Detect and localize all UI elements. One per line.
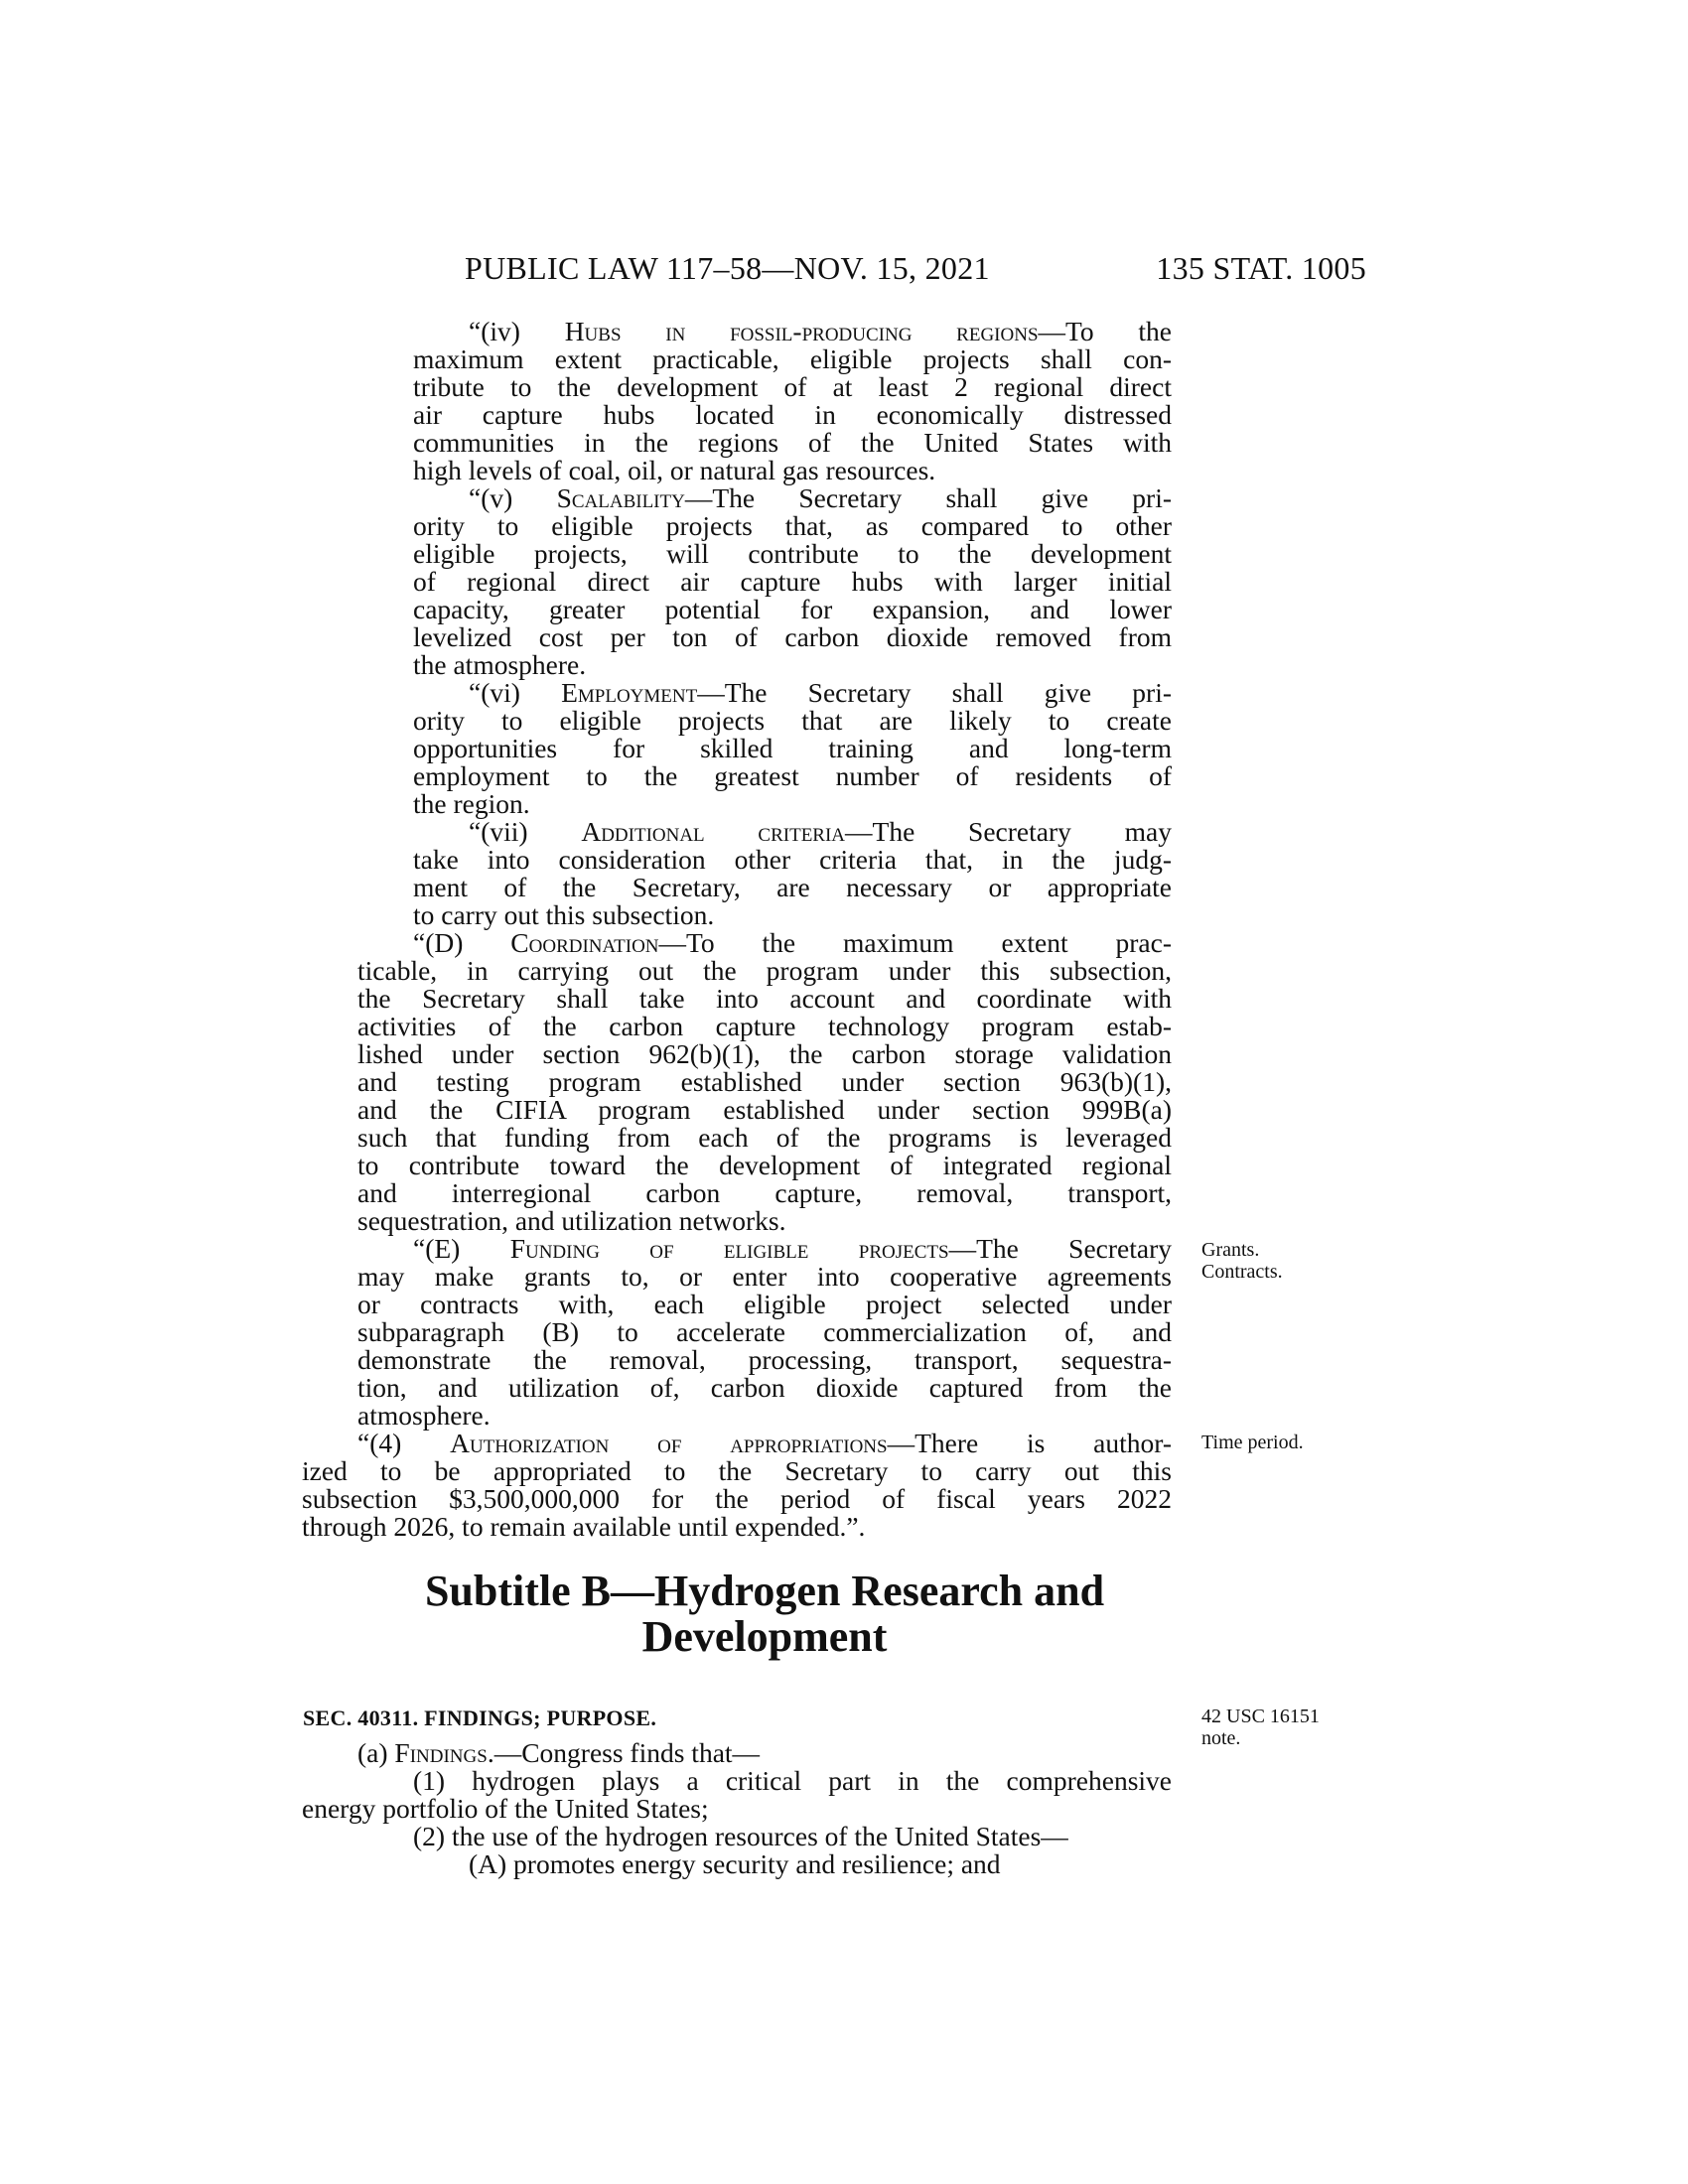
- finding-1: (1) hydrogen plays a critical part in the comprehensive energy portfolio of the United States;: [302, 1765, 1172, 1824]
- margin-note-time-period: Time period.: [1201, 1432, 1304, 1453]
- page-header: [465, 250, 1366, 290]
- subtitle-heading: Subtitle B—Hydrogen Research and Development: [424, 1567, 1105, 1661]
- paragraph-title: Authorization of appropriations: [450, 1428, 888, 1458]
- section-heading: SEC. 40311. FINDINGS; PURPOSE.: [303, 1706, 657, 1730]
- subparagraph-title: Coordination: [510, 927, 659, 958]
- paragraph-4: “(4) Authorization of appropriations—There is author- ized to be appropriated to the Secretary to carry out this subsection $3,500,000,000 for the period of fiscal years 2022 through 2026, to remain available until expended.”.: [302, 1428, 1173, 1542]
- clause-title: Scalability: [556, 482, 685, 513]
- subparagraph-d: “(D) Coordination—To the maximum extent prac- ticable, in carrying out the program under this subsection, the Secretary shall take into account and coordinate with activities of the carbon capture technology program estab- lished under section 962(b)(1), the carbon storage validation and testing program established under section 963(b)(1), and the CIFIA program established under section 999B(a) such that funding from each of the programs is leveraged to contribute toward the development of integrated regional and interregional carbon capture, removal, transport, sequestration, and utilization networks.: [357, 927, 1173, 1236]
- finding-2-a: (A) promotes energy security and resilience; and: [469, 1848, 1001, 1879]
- subparagraph-title: Funding of eligible projects: [509, 1233, 949, 1264]
- clause-title: Employment: [561, 677, 698, 708]
- clause-vii: “(vii) Additional criteria—The Secretary may take into consideration other criteria that, in the judg- ment of the Secretary, are necessary or appropriate to carry out this subsection.: [413, 816, 1172, 930]
- margin-note-grants: Grants. Contracts.: [1201, 1239, 1283, 1283]
- subsection-a: (a) Findings.—Congress finds that—: [357, 1737, 761, 1768]
- main-text: [302, 316, 1173, 1542]
- clause-vi: “(vi) Employment—The Secretary shall give pri- ority to eligible projects that are likely to create opportunities for skilled training and long-term employment to the greatest number of residents of the region.: [413, 677, 1172, 819]
- stat-page-number: 135 STAT. 1005: [1156, 250, 1366, 286]
- clause-title: Hubs in fossil-producing regions: [564, 316, 1039, 346]
- finding-2: (2) the use of the hydrogen resources of the United States—: [413, 1821, 1068, 1851]
- clause-title: Additional criteria: [581, 816, 846, 847]
- law-citation: PUBLIC LAW 117–58—NOV. 15, 2021: [465, 250, 990, 286]
- subparagraph-e: “(E) Funding of eligible projects—The Secretary may make grants to, or enter into cooperative agreements or contracts with, each eligible project selected under subparagraph (B) to accelerate commercialization of, and demonstrate the removal, processing, transport, sequestra- tion, and utilization of, carbon dioxide captured from the atmosphere.: [357, 1233, 1172, 1431]
- margin-note-usc: 42 USC 16151 note.: [1201, 1706, 1320, 1749]
- subsection-title: Findings: [394, 1737, 488, 1768]
- clause-v: “(v) Scalability—The Secretary shall give pri- ority to eligible projects that, as compared to other eligible projects, will contribute to the development of regional direct air capture hubs with larger initial capacity, greater potential for expansion, and lower levelized cost per ton of carbon dioxide removed from the atmosphere.: [413, 482, 1172, 680]
- clause-iv: “(iv) Hubs in fossil-producing regions—To the maximum extent practicable, eligible projects shall con- tribute to the development of at least 2 regional direct air capture hubs located in economically distressed communities in the regions of the United States with high levels of coal, oil, or natural gas resources.: [413, 316, 1172, 485]
- section-body: [302, 1737, 1172, 1879]
